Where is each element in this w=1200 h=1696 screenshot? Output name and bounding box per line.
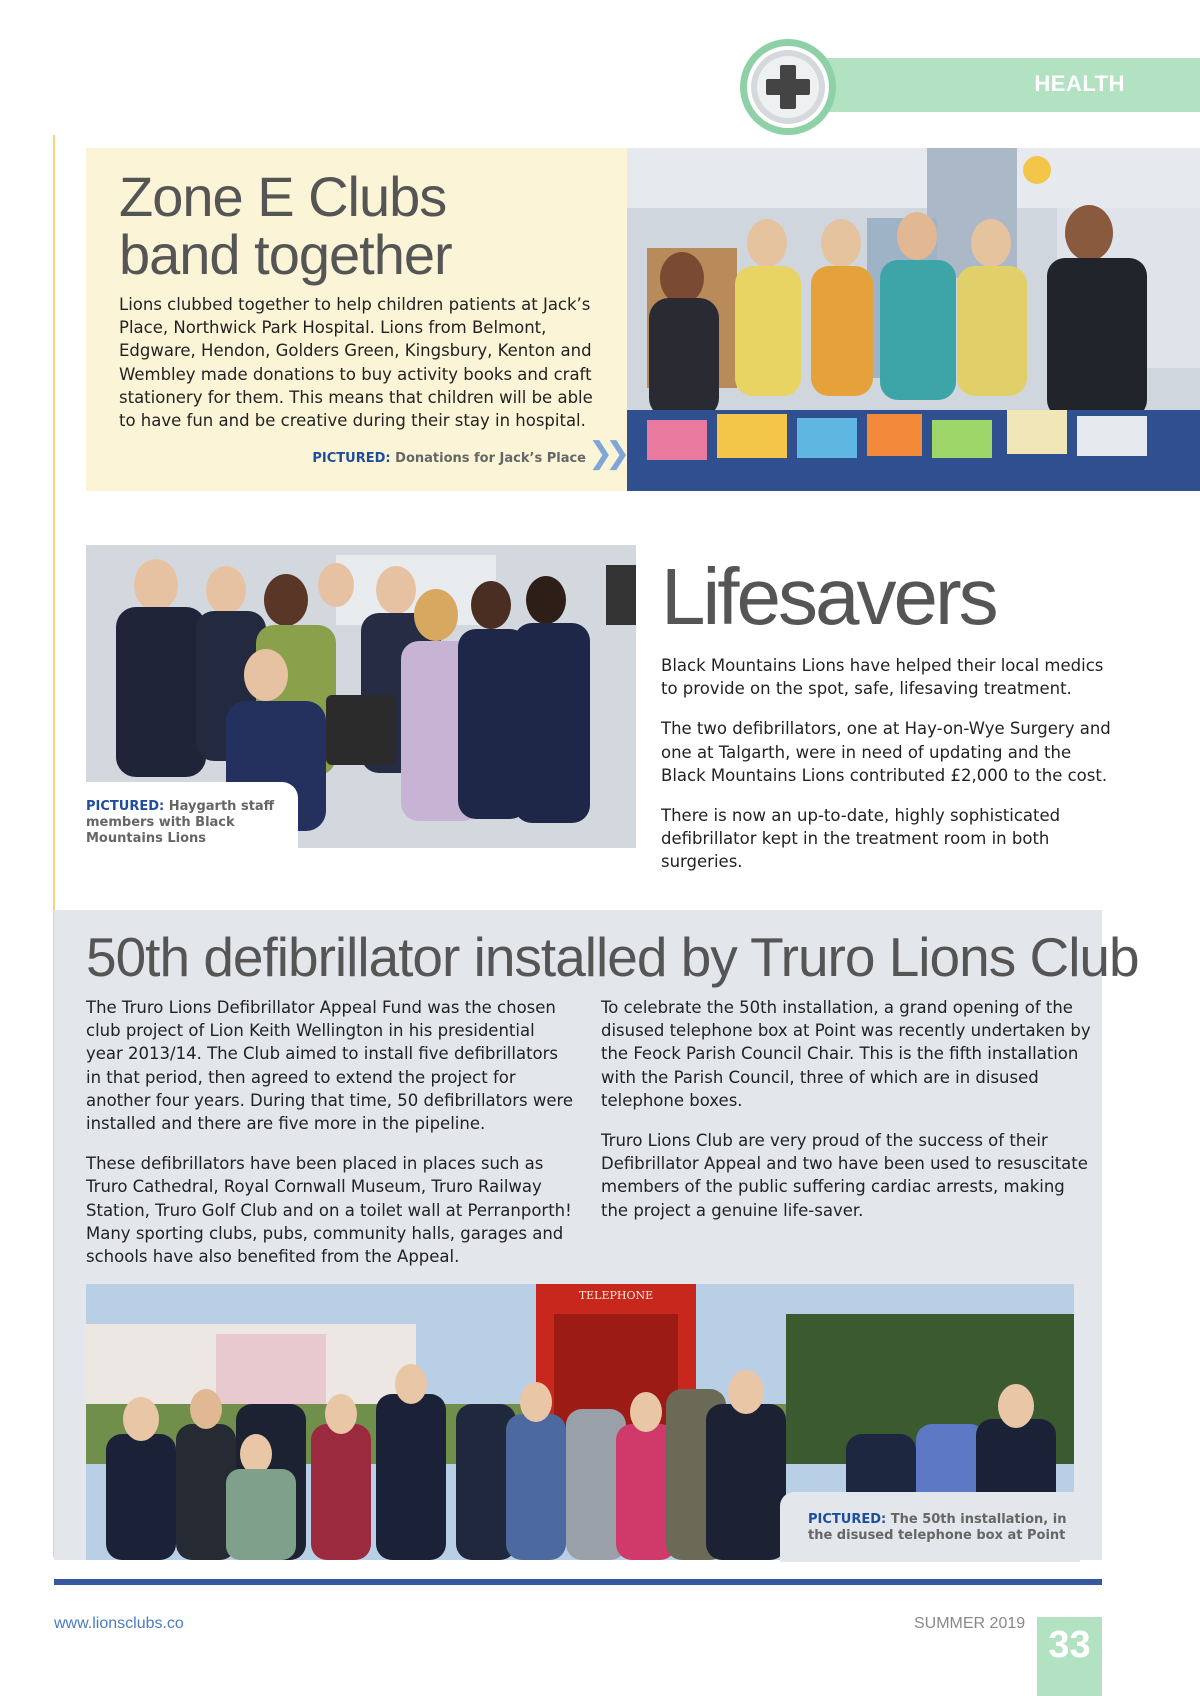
paragraph: The two defibrillators, one at Hay-on-Wye Surgery and one at Talgarth, were in need of updating and the Black Mountains Lions contributed £2,000 to the cost. xyxy=(661,719,1111,785)
photo-caption xyxy=(286,451,586,466)
paragraph: The Truro Lions Defibrillator Appeal Fund was the chosen club project of Lion Keith Wellington in his presidential year 2013/14. The Club aimed to install five defibrillators in that period, then agreed to extend the project for another four years. During that time, 50 defibrillators were installed and there are five more in the pipeline. xyxy=(86,998,574,1134)
article-column xyxy=(601,996,1091,1239)
telephone-sign: TELEPHONE xyxy=(578,1289,654,1302)
section-label: HEALTH xyxy=(1034,71,1125,96)
donations-photo xyxy=(627,148,1200,491)
page-number: 33 xyxy=(1048,1624,1091,1666)
paragraph: There is now an up-to-date, highly sophisticated defibrillator kept in the treatment room in both surgeries. xyxy=(661,806,1061,872)
paragraph: These defibrillators have been placed in places such as Truro Cathedral, Royal Cornwall Museum, Truro Railway Station, Truro Golf Club and on a toilet wall at Perranporth! Many sporting clubs, pubs, community halls, garages and schools have also benefited from the Appeal. xyxy=(86,1154,572,1267)
photo-caption xyxy=(86,799,286,847)
article-body: Lions clubbed together to help children patients at Jack’s Place, Northwick Park Hospital. Lions from Belmont, Edgware, Hendon, Golders Green, Kingsbury, Kenton and Wembley made donations to buy activity books and craft stationery for them. This means that children will be able to have fun and be creative during their stay in hospital. xyxy=(119,295,593,431)
section-tab xyxy=(825,58,1200,112)
title-line: band together xyxy=(119,223,452,286)
article-title: 50th defibrillator installed by Truro Lions Club xyxy=(86,926,1139,988)
caption-text: The 50th installation, in the disused telephone box at Point xyxy=(808,1512,1067,1543)
paragraph: Truro Lions Club are very proud of the success of their Defibrillator Appeal and two have been used to resuscitate members of the public suffering cardiac arrests, making the project a genuine life-saver. xyxy=(601,1131,1088,1220)
caption-lead: PICTURED: xyxy=(808,1512,887,1527)
issue-label: SUMMER 2019 xyxy=(914,1615,1026,1632)
article-column xyxy=(86,996,576,1285)
caption-text: Donations for Jack’s Place xyxy=(395,451,586,466)
photo-caption xyxy=(808,1512,1070,1544)
website-link[interactable]: www.lionsclubs.co xyxy=(54,1615,184,1632)
article-body xyxy=(661,654,1111,891)
title-line: Zone E Clubs xyxy=(119,165,447,228)
medical-cross-icon xyxy=(738,37,838,137)
chevron-right-icon: ❯❯ xyxy=(588,436,623,471)
paragraph: To celebrate the 50th installation, a grand opening of the disused telephone box at Point was recently undertaken by the Feock Parish Council Chair. This is the fifth installation with the Parish Council, three of which are in disused telephone boxes. xyxy=(601,998,1091,1110)
caption-lead: PICTURED: xyxy=(312,451,391,466)
caption-text: Haygarth staff members with Black Mountains Lions xyxy=(86,799,275,846)
paragraph: Black Mountains Lions have helped their local medics to provide on the spot, safe, lifesaving treatment. xyxy=(661,656,1104,699)
caption-lead: PICTURED: xyxy=(86,799,165,814)
article-title: Lifesavers xyxy=(661,552,996,641)
footer-rule xyxy=(54,1579,1102,1585)
article-title xyxy=(119,165,599,286)
